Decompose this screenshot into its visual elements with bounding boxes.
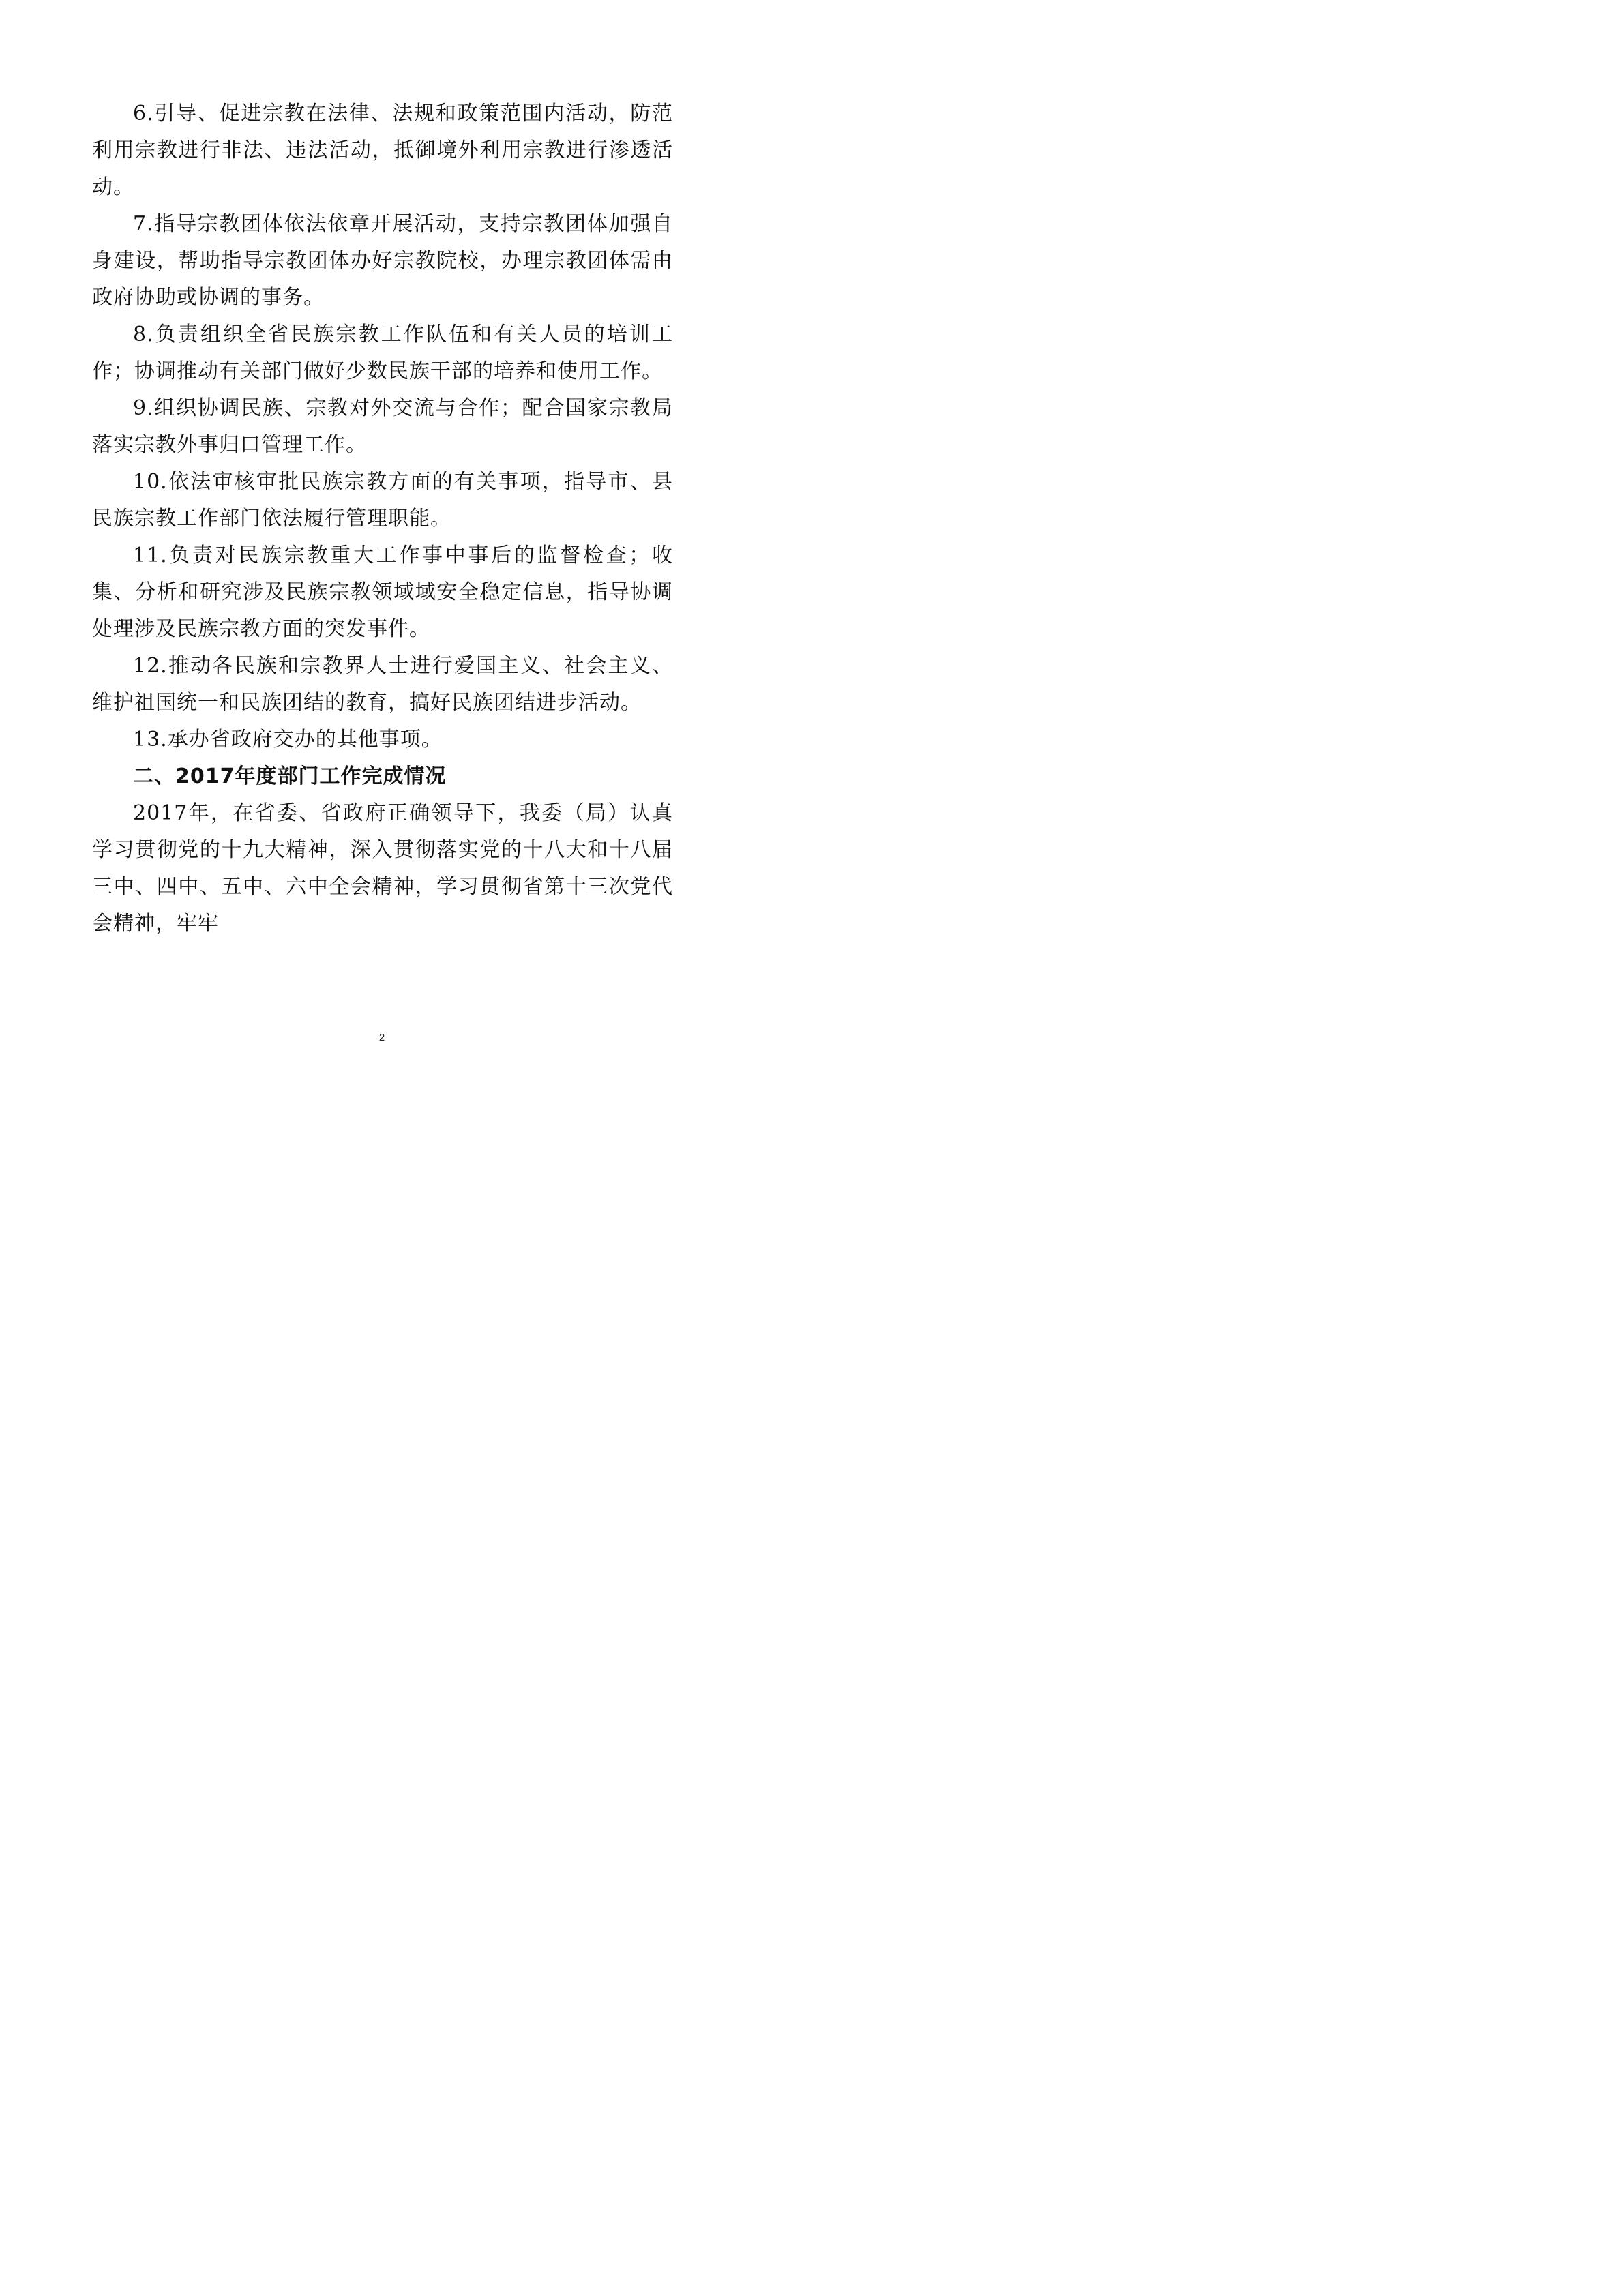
paragraph-item-8: 8.负责组织全省民族宗教工作队伍和有关人员的培训工作；协调推动有关部门做好少数民族干部的培养和使用工作。 (92, 323, 673, 383)
paragraph-item-11: 11.负责对民族宗教重大工作事中事后的监督检查；收集、分析和研究涉及民族宗教领域域安全稳定信息，指导协调处理涉及民族宗教方面的突发事件。 (92, 543, 673, 641)
section-heading: 二、2017年度部门工作完成情况 (133, 764, 447, 788)
paragraph-item-7: 7.指导宗教团体依法依章开展活动，支持宗教团体加强自身建设，帮助指导宗教团体办好宗教院校，办理宗教团体需由政府协助或协调的事务。 (92, 212, 673, 310)
page-number: 2 (378, 1032, 385, 1043)
paragraph-item-9: 9.组织协调民族、宗教对外交流与合作；配合国家宗教局落实宗教外事归口管理工作。 (92, 396, 673, 457)
paragraph-item-12: 12.推动各民族和宗教界人士进行爱国主义、社会主义、维护祖国统一和民族团结的教育，搞好民族团结进步活动。 (92, 654, 673, 715)
paragraph-item-6: 6.引导、促进宗教在法律、法规和政策范围内活动，防范利用宗教进行非法、违法活动，抵御境外利用宗教进行渗透活动。 (92, 102, 673, 199)
paragraph-item-13: 13.承办省政府交办的其他事项。 (133, 728, 443, 751)
document-page (0, 0, 764, 1080)
section-paragraph: 2017年，在省委、省政府正确领导下，我委（局）认真学习贯彻党的十九大精神，深入贯彻落实党的十八大和十八届三中、四中、五中、六中全会精神，学习贯彻省第十三次党代会精神，牢牢 (92, 801, 673, 936)
document-body (92, 95, 673, 942)
paragraph-item-10: 10.依法审核审批民族宗教方面的有关事项，指导市、县民族宗教工作部门依法履行管理职能。 (92, 470, 673, 531)
